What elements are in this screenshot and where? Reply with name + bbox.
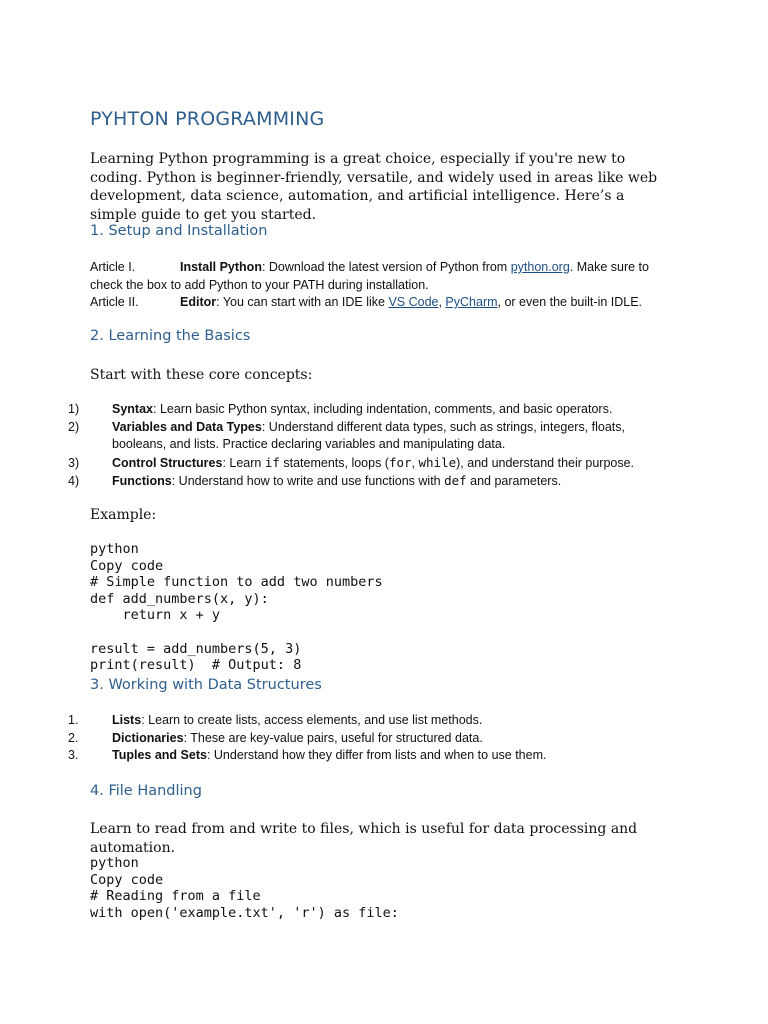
section-heading-basics: 2. Learning the Basics — [90, 328, 251, 344]
list-number: 1) — [68, 402, 80, 416]
intro-paragraph: Learning Python programming is a great choice, especially if you're new to coding. Python is beginner-friendly, versatile, and widely used in areas like web development, data science, automation, and artificial intelligence. Here’s a simple guide to get you started. — [90, 151, 658, 223]
section-heading-data-structures: 3. Working with Data Structures — [90, 677, 322, 693]
inline-code: while — [418, 454, 457, 470]
list-item — [68, 454, 670, 473]
article-item-2 — [90, 294, 670, 312]
list-item-title: Control Structures — [112, 455, 223, 470]
article-text: : You can start with an IDE like — [216, 295, 389, 309]
list-item-title: Tuples and Sets — [112, 748, 207, 762]
list-item-text: : Understand different data types, such as strings, integers, floats, booleans, and lists. Practice declaring variables and manipulating data. — [112, 419, 626, 451]
list-item-text: : Learn to create lists, access elements, and use list methods. — [141, 713, 483, 727]
file-handling-intro: Learn to read from and write to files, which is useful for data processing and automation. — [90, 821, 638, 856]
inline-code: def — [444, 473, 467, 488]
list-item-text: : Understand how they differ from lists and when to use them. — [206, 748, 547, 762]
article-label: Article I. — [90, 260, 136, 274]
example-label: Example: — [90, 507, 157, 523]
list-item-title: Lists — [112, 713, 142, 727]
vs-code-link[interactable]: VS Code — [388, 295, 439, 309]
list-item-text: ), and understand their purpose. — [456, 455, 635, 470]
pycharm-link[interactable]: PyCharm — [445, 295, 498, 309]
basics-list — [68, 401, 670, 491]
article-item-1 — [90, 259, 670, 294]
list-number: 3. — [68, 748, 79, 762]
list-item — [68, 472, 670, 491]
data-structures-list — [68, 712, 670, 765]
list-item-text: : These are key-value pairs, useful for structured data. — [183, 730, 483, 745]
list-item-title: Functions — [112, 474, 172, 488]
list-number: 1. — [68, 713, 79, 727]
list-item-title: Variables and Data Types — [112, 419, 262, 434]
list-item-title: Dictionaries — [112, 730, 184, 745]
article-title: Install Python — [180, 260, 262, 274]
list-item-text: , — [411, 455, 419, 470]
list-item-title: Syntax — [112, 402, 153, 416]
list-number: 4) — [68, 474, 80, 488]
inline-code: if — [264, 454, 280, 470]
article-text: . Make sure to check the box to add Python to your PATH during installation. — [90, 260, 649, 292]
list-item-text: : Understand how to write and use functions with — [171, 474, 445, 488]
basics-intro: Start with these core concepts: — [90, 367, 313, 383]
article-text: : Download the latest version of Python from — [261, 260, 511, 274]
code-block-example: python Copy code # Simple function to add two numbers def add_numbers(x, y): return x + y result = add_numbers(5, 3) print(result) # Output: 8 — [90, 541, 383, 674]
list-number: 2. — [68, 730, 79, 745]
inline-code: for — [388, 454, 412, 470]
section-heading-setup: 1. Setup and Installation — [90, 223, 268, 239]
list-item-text: : Learn — [222, 455, 265, 470]
list-number: 3) — [68, 455, 80, 470]
document-title: PYHTON PROGRAMMING — [90, 108, 325, 130]
list-item — [68, 730, 670, 748]
list-item-text: statements, loops ( — [279, 455, 389, 470]
list-number: 2) — [68, 419, 80, 434]
python-org-link[interactable]: python.org — [510, 260, 570, 274]
article-label: Article II. — [90, 295, 139, 309]
list-item — [68, 712, 670, 730]
list-item — [68, 401, 670, 419]
article-list — [90, 259, 670, 312]
list-item — [68, 747, 670, 765]
list-item-text: : Learn basic Python syntax, including indentation, comments, and basic operators. — [153, 402, 613, 416]
section-heading-file-handling: 4. File Handling — [90, 783, 202, 799]
list-item-text: and parameters. — [466, 474, 562, 488]
article-title: Editor — [180, 295, 217, 309]
article-text: , — [438, 295, 446, 309]
code-block-file: python Copy code # Reading from a file with open('example.txt', 'r') as file: — [90, 855, 399, 921]
article-text: , or even the built-in IDLE. — [497, 295, 643, 309]
list-item — [68, 419, 670, 454]
